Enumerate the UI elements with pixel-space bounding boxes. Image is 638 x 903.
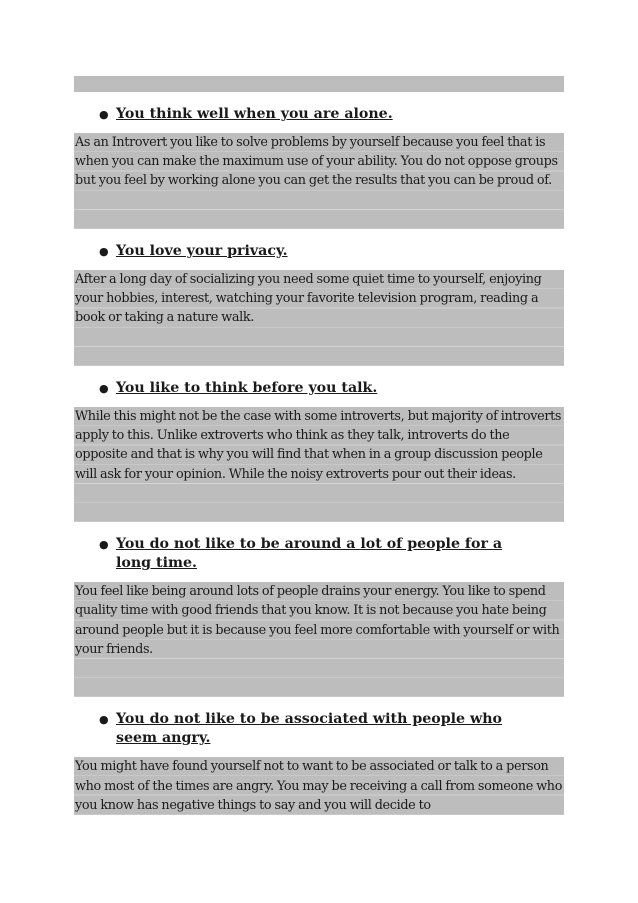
- section-privacy: [74, 242, 564, 366]
- section-body: [74, 582, 564, 697]
- section-crowds: [74, 535, 564, 697]
- section-body: [74, 270, 564, 366]
- shaded-spacer: [74, 484, 564, 522]
- body-text: While this might not be the case with some introverts, but majority of introverts apply to this. Unlike extroverts who think as they talk, introverts do the opposite and that is why you will find that when in a group discussion people will ask for your opinion. While the noisy extroverts pour out their ideas.: [75, 409, 562, 482]
- top-shaded-bar: [74, 76, 564, 92]
- bullet-icon: ●: [99, 245, 109, 258]
- section-heading: [74, 535, 564, 573]
- document-page: [74, 76, 564, 815]
- body-text: You might have found yourself not to want to be associated or talk to a person who most of the times are angry. You may be receiving a call from someone who you know has negative things to say and you will decide to: [75, 759, 563, 813]
- section-heading: [74, 242, 564, 261]
- body-text: As an Introvert you like to solve problems by yourself because you feel that is when you can make the maximum use of your ability. You do not oppose groups but you feel by working alone you can get the results that you can be proud of.: [75, 135, 558, 189]
- heading-text: You love your privacy.: [116, 243, 288, 259]
- section-think-alone: [74, 105, 564, 229]
- shaded-spacer: [74, 328, 564, 366]
- heading-text: You do not like to be associated with people who seem angry.: [116, 711, 502, 747]
- section-think-before-talk: [74, 379, 564, 522]
- section-heading: [74, 710, 564, 748]
- section-heading: [74, 379, 564, 398]
- section-body: [74, 757, 564, 815]
- body-text: After a long day of socializing you need some quiet time to yourself, enjoying your hobbies, interest, watching your favorite television program, reading a book or taking a nature walk.: [75, 272, 542, 326]
- bullet-icon: ●: [99, 713, 109, 727]
- heading-text: You think well when you are alone.: [116, 106, 393, 122]
- shaded-spacer: [74, 659, 564, 697]
- section-body: [74, 133, 564, 229]
- section-heading: [74, 105, 564, 124]
- section-body: [74, 407, 564, 522]
- section-angry-people: [74, 710, 564, 815]
- bullet-icon: ●: [99, 108, 109, 121]
- body-text: You feel like being around lots of people drains your energy. You like to spend quality time with good friends that you know. It is not because you hate being around people but it is because you feel more comfortable with yourself or with your friends.: [75, 584, 560, 657]
- heading-text: You like to think before you talk.: [116, 380, 378, 396]
- bullet-icon: ●: [99, 538, 109, 552]
- shaded-spacer: [74, 191, 564, 229]
- bullet-icon: ●: [99, 382, 109, 395]
- heading-text: You do not like to be around a lot of people for a long time.: [116, 536, 503, 572]
